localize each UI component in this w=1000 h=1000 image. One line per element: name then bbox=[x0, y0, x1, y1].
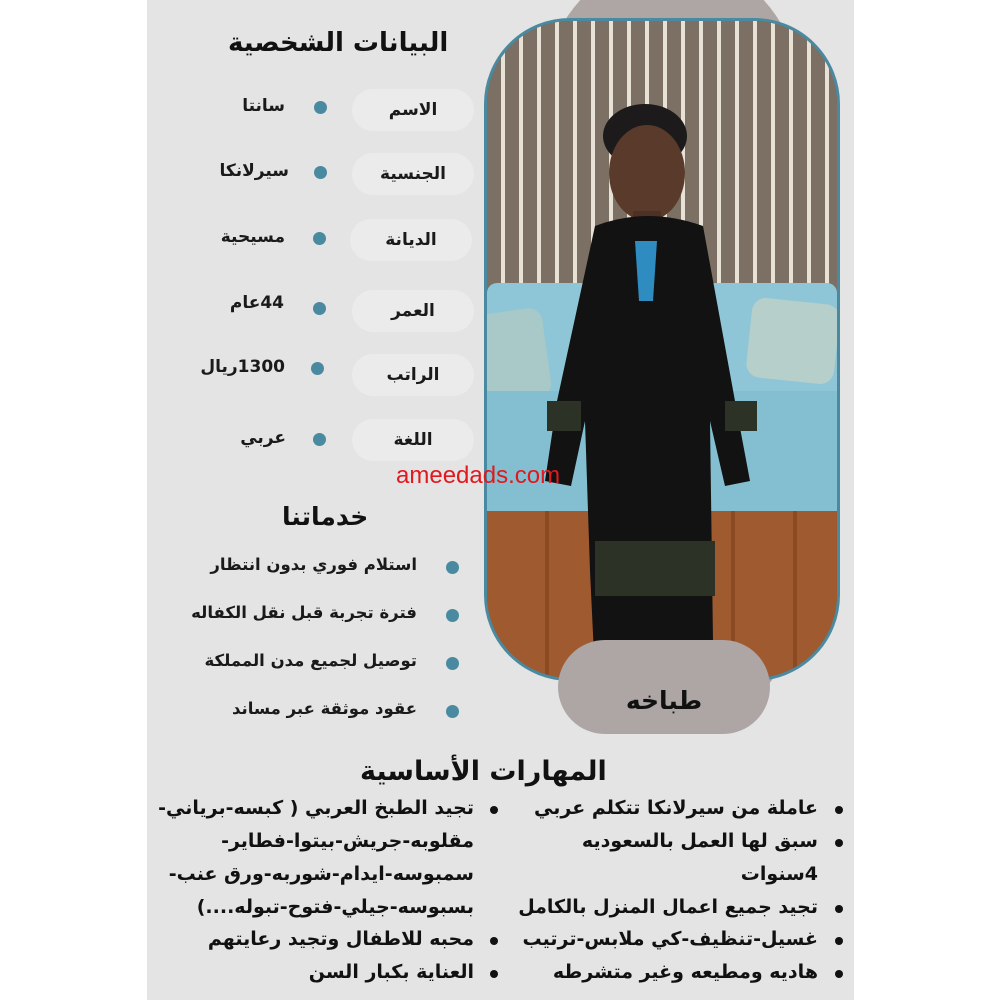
worker-photo bbox=[484, 18, 840, 681]
service-item: عقود موثقة عبر مساند bbox=[231, 699, 417, 718]
bullet-dot bbox=[314, 166, 327, 179]
bullet-dot bbox=[446, 705, 459, 718]
field-label-salary: الراتب bbox=[352, 354, 474, 396]
bullet-dot bbox=[446, 657, 459, 670]
bullet-dot bbox=[490, 937, 498, 945]
bullet-dot bbox=[835, 806, 843, 814]
field-value-age: 44عام bbox=[229, 293, 284, 313]
skill-item: تجيد جميع اعمال المنزل بالكامل bbox=[518, 896, 818, 918]
bullet-dot bbox=[446, 609, 459, 622]
person-figure bbox=[535, 101, 775, 681]
skill-item: العناية بكبار السن bbox=[308, 961, 474, 983]
field-label-religion: الديانة bbox=[350, 219, 472, 261]
bullet-dot bbox=[490, 806, 498, 814]
skill-item: مقلوبه-جريش-بيتوا-فطاير- bbox=[221, 830, 474, 852]
service-item: فترة تجربة قبل نقل الكفاله bbox=[191, 603, 417, 622]
skill-item: 4سنوات bbox=[740, 863, 818, 885]
skill-item: محبه للاطفال وتجيد رعايتهم bbox=[207, 928, 474, 950]
bullet-dot bbox=[835, 905, 843, 913]
personal-info-title: البيانات الشخصية bbox=[228, 28, 449, 58]
field-value-nationality: سيرلانكا bbox=[219, 161, 289, 181]
services-title: خدماتنا bbox=[282, 502, 369, 531]
field-value-name: سانتا bbox=[242, 96, 285, 116]
field-value-language: عربي bbox=[240, 428, 286, 448]
skill-item: بسبوسه-جيلي-فتوح-تبوله....) bbox=[196, 896, 474, 918]
field-label-age: العمر bbox=[352, 290, 474, 332]
service-item: توصيل لجميع مدن المملكة bbox=[204, 651, 417, 670]
field-label-language: اللغة bbox=[352, 419, 474, 461]
skill-item: سمبوسه-ايدام-شوربه-ورق عنب- bbox=[168, 863, 474, 885]
field-value-religion: مسيحية bbox=[220, 227, 285, 247]
bullet-dot bbox=[835, 970, 843, 978]
watermark-text: ameedads.com bbox=[396, 462, 561, 489]
bullet-dot bbox=[313, 302, 326, 315]
skill-item: سبق لها العمل بالسعوديه bbox=[581, 830, 818, 852]
field-value-salary: 1300ريال bbox=[200, 357, 285, 377]
bullet-dot bbox=[835, 839, 843, 847]
field-label-name: الاسم bbox=[352, 89, 474, 131]
skill-item: هاديه ومطيعه وغير متشرطه bbox=[552, 961, 818, 983]
role-label: طباخه bbox=[625, 686, 703, 715]
bullet-dot bbox=[313, 433, 326, 446]
skill-item: عاملة من سيرلانكا تتكلم عربي bbox=[534, 797, 818, 819]
skill-item: غسيل-تنظيف-كي ملابس-ترتيب bbox=[522, 928, 818, 950]
field-label-nationality: الجنسية bbox=[352, 153, 474, 195]
service-item: استلام فوري بدون انتظار bbox=[210, 555, 417, 574]
bullet-dot bbox=[314, 101, 327, 114]
skills-title: المهارات الأساسية bbox=[360, 756, 607, 787]
bullet-dot bbox=[311, 362, 324, 375]
skill-item: تجيد الطبخ العربي ( كبسه-برياني- bbox=[158, 797, 474, 819]
bullet-dot bbox=[446, 561, 459, 574]
bullet-dot bbox=[490, 970, 498, 978]
bullet-dot bbox=[313, 232, 326, 245]
bullet-dot bbox=[835, 937, 843, 945]
